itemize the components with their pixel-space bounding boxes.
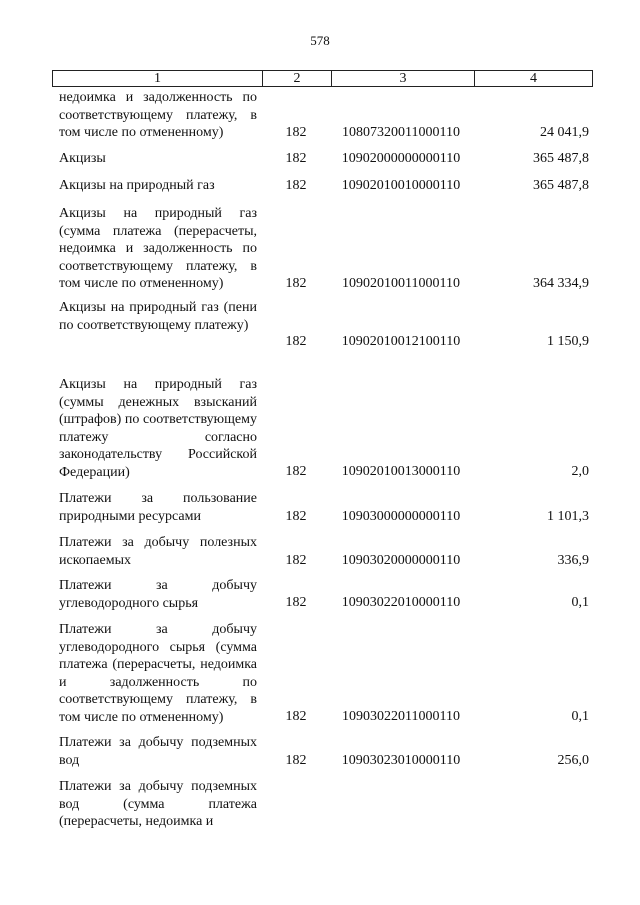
header-col-1: 1 (53, 71, 263, 86)
row-admin-code: 182 (285, 125, 307, 140)
row-admin-code: 182 (285, 709, 307, 724)
row-description: Акцизы на природный газ (59, 178, 215, 193)
header-col-3: 3 (332, 71, 475, 86)
row-kbk: 10903022010000110 (341, 595, 461, 610)
row-admin-code: 182 (285, 151, 307, 166)
row-kbk: 10902010011000110 (342, 276, 460, 291)
row-admin-code: 182 (285, 334, 307, 349)
row-amount: 336,9 (557, 553, 589, 568)
row-amount: 2,0 (571, 464, 589, 479)
row-description: Акцизы на природный газ (сумма платежа (перерасчеты, недоимка и задолженность по соответствующему платежу, в том числе по отмененному) (59, 206, 257, 291)
row-admin-code: 182 (285, 276, 307, 291)
row-admin-code: 182 (285, 509, 307, 524)
page-number: 578 (310, 33, 330, 48)
row-description: Акцизы (59, 151, 106, 166)
row-kbk: 10902010012100110 (341, 334, 461, 349)
row-description: Платежи за добычу углеводородного сырья (сумма платежа (перерасчеты, недоимка и задолженность по соответствующему платежу, в том числе по отмененному) (59, 622, 257, 725)
header-col-4: 4 (530, 71, 537, 86)
row-admin-code: 182 (285, 553, 307, 568)
row-admin-code: 182 (285, 178, 307, 193)
row-amount: 365 487,8 (533, 178, 589, 193)
row-amount: 0,1 (571, 595, 589, 610)
row-kbk: 10807320011000110 (342, 125, 460, 140)
row-amount: 1 150,9 (547, 334, 589, 349)
row-amount: 0,1 (571, 709, 589, 724)
row-description: Платежи за добычу подземных вод (59, 735, 257, 768)
row-kbk: 10902000000000110 (341, 151, 461, 166)
row-admin-code: 182 (285, 753, 307, 768)
table-header (52, 70, 593, 87)
row-description: Акцизы на природный газ (суммы денежных взысканий (штрафов) по соответствующему платежу согласно законодательству Российской Федерации) (59, 377, 257, 480)
row-amount: 256,0 (557, 753, 589, 768)
row-amount: 365 487,8 (533, 151, 589, 166)
row-kbk: 10903022011000110 (342, 709, 460, 724)
row-description: недоимка и задолженность по соответствующему платежу, в том числе по отмененному) (59, 90, 257, 140)
row-kbk: 10903000000000110 (341, 509, 461, 524)
row-description: Платежи за добычу подземных вод (сумма платежа (перерасчеты, недоимка и (59, 779, 257, 829)
row-amount: 24 041,9 (540, 125, 589, 140)
row-kbk: 10903020000000110 (341, 553, 461, 568)
row-admin-code: 182 (285, 595, 307, 610)
row-kbk: 10902010010000110 (341, 178, 461, 193)
header-col-2: 2 (263, 71, 332, 86)
row-description: Акцизы на природный газ (пени по соответствующему платежу) (59, 300, 257, 333)
row-description: Платежи за добычу полезных ископаемых (59, 535, 257, 568)
row-kbk: 10902010013000110 (341, 464, 461, 479)
row-admin-code: 182 (285, 464, 307, 479)
row-kbk: 10903023010000110 (341, 753, 461, 768)
row-description: Платежи за добычу углеводородного сырья (59, 578, 257, 611)
row-description: Платежи за пользование природными ресурсами (59, 491, 257, 524)
row-amount: 1 101,3 (547, 509, 589, 524)
row-amount: 364 334,9 (533, 276, 589, 291)
